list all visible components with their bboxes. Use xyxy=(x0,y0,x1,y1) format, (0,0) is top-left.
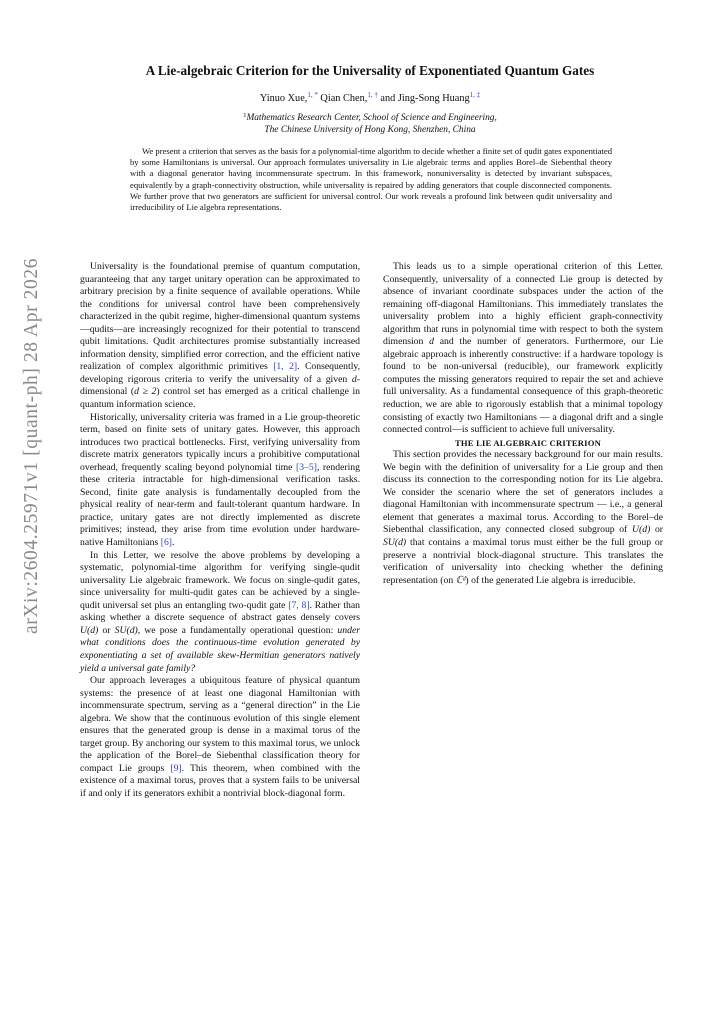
citation-link[interactable]: [3–5] xyxy=(295,461,317,473)
citation-link[interactable]: [6] xyxy=(160,537,173,549)
body-paragraph: This section provides the necessary background for our main results. We begin with the definition of universality for a Lie group and then discuss its connection to the corresponding notion for its Lie algebra. We consider the scenario where the set of generators includes a diagonal Hamiltonian with incommensurate spectrum — i.e., a general element that generates a maximal torus. According to the Borel–de Siebenthal classification, any connected closed subgroup of U(d) or SU(d) that contains a maximal torus must either be the full group or preserve a nontrivial block-diagonal structure. This translates the verification of universality into checking whether the defining representation (on ℂᵈ) of the generated Lie algebra is irreducible. xyxy=(383,449,664,586)
right-column xyxy=(383,261,663,587)
author-affiliation-mark[interactable]: 1, * xyxy=(307,91,318,99)
author-list xyxy=(80,93,660,104)
math-inline: SU(d) xyxy=(383,537,407,549)
body-paragraph: In this Letter, we resolve the above problems by developing a systematic, polynomial-time algorithm for verifying single-qudit universality Lie algebraic framework. We focus on single-qudit gates, since universality for multi-qudit gates can be achieved by a single-qudit universal set plus an entangling two-qudit gate [7, 8]. Rather than asking whether a discrete sequence of abstract gates densely covers U(d) or SU(d), we pose a fundamentally operational question: under what conditions does the continuous-time evolution generated by exponentiating a set of available skew-Hermitian generators natively yield a universal gate family? xyxy=(80,549,361,674)
math-inline: d xyxy=(351,373,357,385)
affiliation-number: 1 xyxy=(243,112,247,119)
body-paragraph: Universality is the foundational premise of quantum computation, guaranteeing that any target unitary operation can be approximated to arbitrary precision by a finite sequence of available operations. While the conditions for universal control have been comprehensively characterized in the qubit regime, higher-dimensional quantum systems—qudits—are increasingly recognized for their potential to transcend qubit limitations. Qudit architectures promise substantially increased information density, simplified error correction, and the efficient native realization of complex algorithmic primitives [1, 2]. Consequently, developing rigorous criteria to verify the universality of a given d-dimensional (d ≥ 2) control set has emerged as a critical challenge in quantum information science. xyxy=(80,261,361,411)
left-column xyxy=(80,261,360,801)
author-name: Yinuo Xue, xyxy=(259,93,308,104)
abstract: We present a criterion that serves as the basis for a polynomial-time algorithm to decide whether a finite set of qudit gates exponentiated by some Hamiltonians is universal. Our approach formulates universality in Lie algebraic terms and applies Borel–de Siebenthal theory with a diagonal generator having incommensurate spectrum. In this framework, nonuniversality is detected by invariant subspaces, equivalently by a graph-connectivity obstruction, while universality is repaired by adding generators that couple disconnected components. We further prove that two generators are sufficient for universal control. Our work reveals a profound link between qudit universality and irreducibility of Lie algebra representations. xyxy=(130,146,612,213)
math-inline: U(d) xyxy=(80,624,99,636)
body-paragraph: This leads us to a simple operational criterion of this Letter. Consequently, universality of a connected Lie group is detected by absence of invariant coordinate subspaces under the action of the remaining off-diagonal Hamiltonians. This immediately translates the universality problem into a highly efficient graph-connectivity algorithm that runs in polynomial time with respect to both the system dimension d and the number of generators. Furthermore, our Lie algebraic approach is inherently constructive: if a hardware topology is found to be non-universal (reducible), our framework explicitly computes the missing generators required to repair the set and achieve full universality. As a fundamental consequence of this graph-theoretic reduction, we are able to rigorously establish that a minimal topology consisting of exactly two Hamiltonians — a diagonal drift and a single connected control—is sufficient to achieve full universality. xyxy=(383,261,664,436)
citation-link[interactable]: [9] xyxy=(170,762,182,774)
arxiv-sidebar xyxy=(10,256,54,636)
citation-link[interactable]: [7, 8] xyxy=(288,599,310,611)
author-affiliation-mark[interactable]: 1, ‡ xyxy=(469,91,481,99)
affiliation-line: The Chinese University of Hong Kong, Shenzhen, China xyxy=(264,125,476,135)
author-name: Qian Chen, xyxy=(320,93,368,104)
author-affiliation-mark[interactable]: 1, † xyxy=(367,91,378,99)
affiliation-line: Mathematics Research Center, School of Science and Engineering, xyxy=(246,113,497,123)
author-name: and Jing-Song Huang xyxy=(380,93,470,104)
citation-link[interactable]: [1, 2] xyxy=(273,361,298,373)
body-paragraph: Our approach leverages a ubiquitous feature of physical quantum systems: the presence of at least one diagonal Hamiltonian with incommensurate spectrum, serving as a “general direction” in the Lie algebra. We show that the continuous evolution of this single element ensures that the generated group is dense in a maximal torus of the target group. By anchoring our system to this maximal torus, we unlock the application of the Borel–de Siebenthal classification theory for compact Lie groups [9]. This theorem, when combined with the existence of a maximal torus, proves that a system fails to be universal if and only if its generators exhibit a nontrivial block-diagonal form. xyxy=(80,675,361,799)
body-paragraph: Historically, universality criteria was framed in a Lie group-theoretic term, based on finite sets of unitary gates. However, this approach introduces two practical bottlenecks. First, verifying universality from discrete matrix generators typically incurs a prohibitive computational overhead, frequently scaling beyond polynomial time [3–5], rendering these criteria intractable for high-dimensional verification tasks. Second, finite gate analysis is fundamentally decoupled from the physical reality of near-term and fault-tolerant quantum hardware. In practice, unitary gates are not directly implemented as discrete primitives; instead, they arise from time evolution under hardware-native Hamiltonians [6]. xyxy=(80,411,360,549)
affiliation xyxy=(80,112,660,136)
math-inline: d ≥ 2 xyxy=(134,386,157,398)
section-heading: THE LIE ALGEBRAIC CRITERION xyxy=(454,437,602,448)
paper-title: A Lie-algebraic Criterion for the Universality of Exponentiated Quantum Gates xyxy=(145,63,595,78)
math-inline: d xyxy=(429,336,434,348)
math-inline: U(d) xyxy=(632,524,651,536)
research-question: under what conditions does the continuous-time evolution generated by exponentiating a set of available skew-Hermitian generators natively yield a universal gate family? xyxy=(80,624,361,674)
math-inline: ℂᵈ xyxy=(455,574,466,586)
math-inline: SU(d) xyxy=(114,624,138,636)
arxiv-identifier: arXiv:2604.25971v1 [quant-ph] 28 Apr 2026 xyxy=(21,257,43,635)
